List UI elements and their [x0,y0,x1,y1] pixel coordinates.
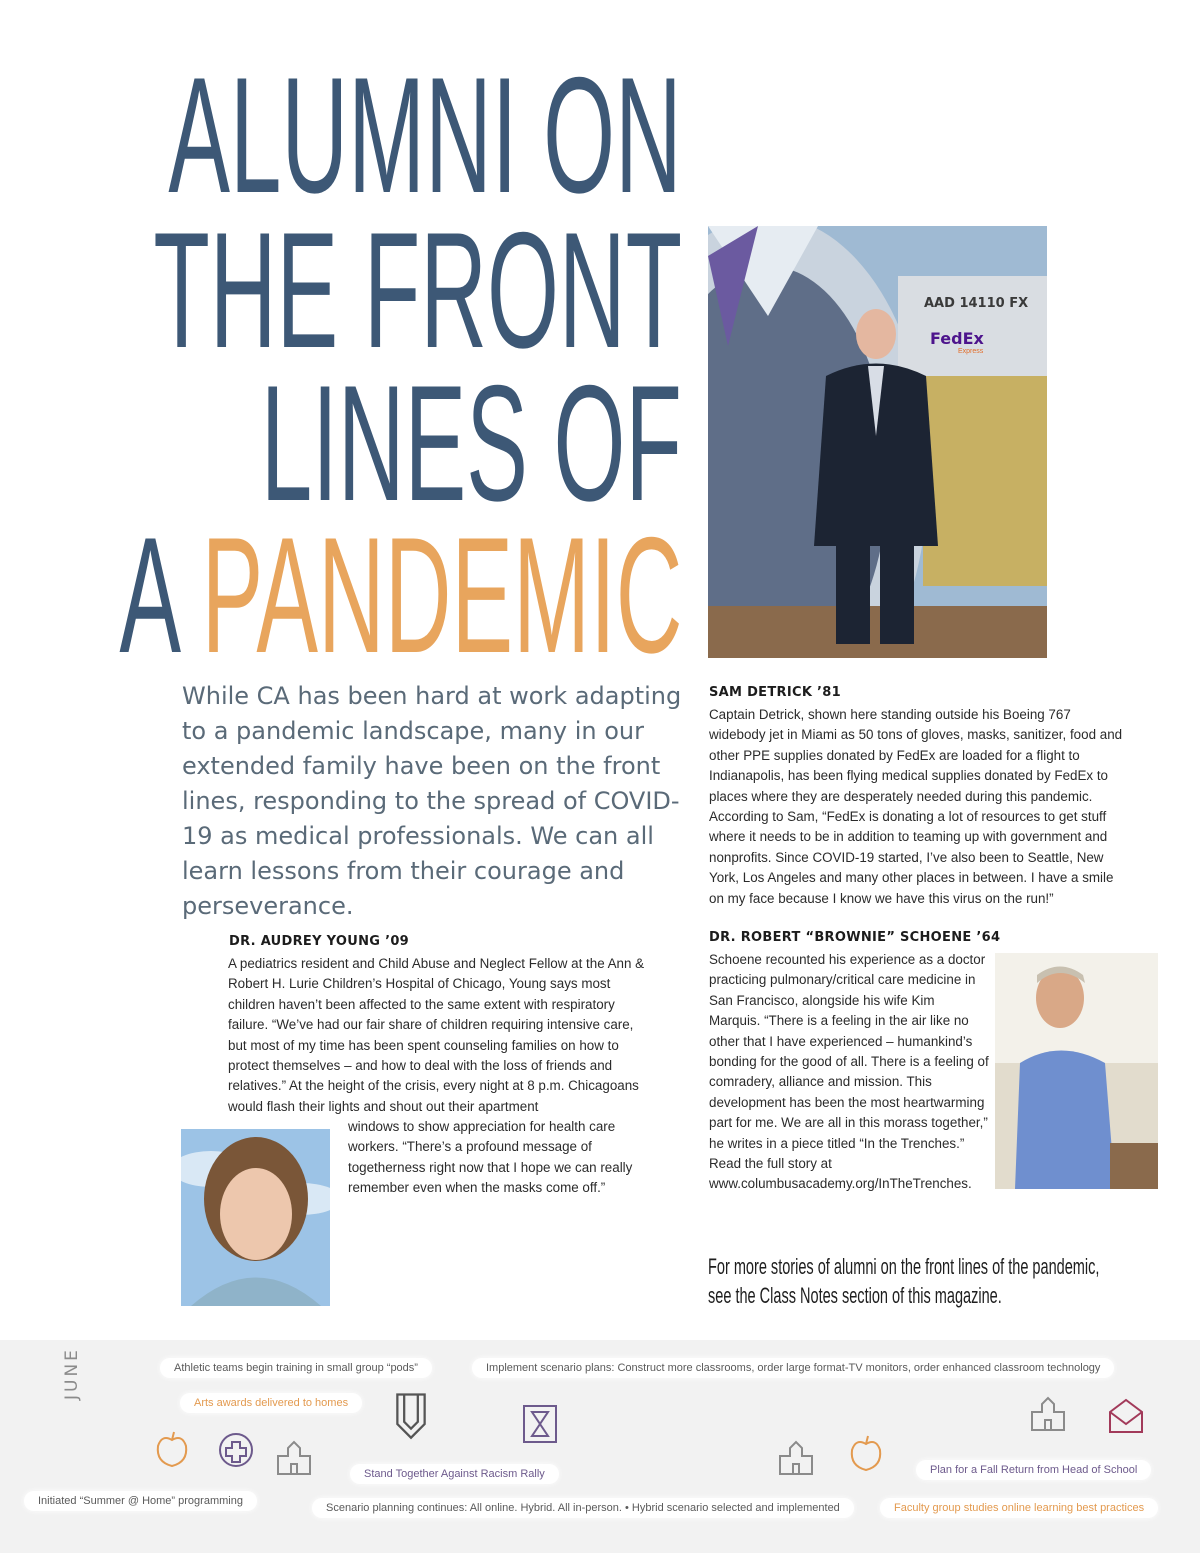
pilot-photo [708,226,1047,658]
intro-paragraph: While CA has been hard at work adapting to a pandemic landscape, many in our extended family have been on the front lines, responding to the spread of COVID-19 as medical professionals. We can all learn lessons from their courage and perseverance. [182,682,682,920]
timeline-item: Stand Together Against Racism Rally [350,1464,559,1484]
timeline-month: JUNE [62,1347,82,1400]
fedex-logo [930,329,984,348]
container-label: AAD 14110 FX [924,296,1029,311]
timeline-item: Athletic teams begin training in small group “pods” [160,1358,432,1378]
school-building-icon [272,1436,316,1480]
more-stories-note [708,1252,1099,1310]
fedex-logo-sub: Express [958,348,984,355]
timeline-item: Scenario planning continues: All online. Hybrid. All in-person. • Hybrid scenario selected and implemented [312,1498,854,1518]
schoene-photo-illustration [995,953,1158,1189]
young-text: A pediatrics resident and Child Abuse and Neglect Fellow at the Ann & Robert H. Lurie Children’s Hospital of Chicago, Young says most children haven’t been affected to the same extent with respiratory failure. “We’ve had our fair share of children requiring intensive care, but most of my time has been spent counseling families on how to protect themselves – and how to deal with the loss of friends and relatives.” At the height of the crisis, every night at 8 p.m. Chicagoans would flash their lights and shout out their apartment [228,956,645,1114]
timeline-item: Initiated “Summer @ Home” programming [24,1491,257,1511]
more-stories-line-1: For more stories of alumni on the front lines of the pandemic, [708,1254,1100,1279]
schoene-text: Schoene recounted his experience as a doctor practicing pulmonary/critical care medicine in San Francisco, alongside his wife Kim Marquis. “There is a feeling in the air like no other that I have experienced – humankind’s bonding for the good of all. There is a feeling of comradery, alliance and mission. This development has been the most heartwarming part for me. We are all in this morass together,” he writes in a piece titled “In the Trenches.” Read the full story at www.columbusacademy.org/InTheTrenches. [709,952,989,1192]
more-stories-line-2: see the Class Notes section of this magazine. [708,1283,1002,1308]
headline-line-4 [118,503,683,687]
timeline-item: Plan for a Fall Return from Head of School [916,1460,1151,1480]
schoene-name: DR. ROBERT “BROWNIE” SCHOENE ’64 [709,930,1001,945]
medical-cross-icon [214,1428,258,1472]
headline-prefix: A [118,503,176,687]
headline-line-2: THE FRONT [153,198,682,382]
fedex-logo-text: FedEx [930,329,984,348]
shield-icon [386,1390,436,1440]
envelope-icon [1104,1394,1148,1438]
young-text-continued: windows to show appreciation for health care workers. “There’s a profound message of togetherness right now that I hope we can really remember even when the masks come off.” [348,1119,633,1196]
school-building-icon [774,1436,818,1480]
pilot-photo-illustration [708,226,1047,658]
apple-icon [844,1432,888,1476]
school-building-icon [1026,1392,1070,1436]
headline-line-1: ALUMNI ON [168,43,682,227]
apple-icon [150,1428,194,1472]
young-photo [181,1129,330,1306]
young-photo-illustration [181,1129,330,1306]
timeline-item: Arts awards delivered to homes [180,1393,362,1413]
schoene-photo [995,953,1158,1189]
young-name: DR. AUDREY YOUNG ’09 [229,934,410,949]
hourglass-icon [518,1402,562,1446]
timeline-item: Implement scenario plans: Construct more classrooms, order large format-TV monitors, order enhanced classroom technology [472,1358,1114,1378]
headline-accent: PANDEMIC [201,503,683,687]
timeline-item: Faculty group studies online learning best practices [880,1498,1158,1518]
headline-line-3: LINES OF [260,351,682,535]
detrick-text: Captain Detrick, shown here standing outside his Boeing 767 widebody jet in Miami as 50 tons of gloves, masks, sanitizer, food and other PPE supplies donated by FedEx are loaded for a flight to Indianapolis, has been flying medical supplies donated by FedEx to places where they are desperately needed during this pandemic. According to Sam, “FedEx is donating a lot of resources to get stuff where it needs to be in addition to teaming up with government and nonprofits. Since COVID-19 started, I’ve also been to Seattle, New York, Los Angeles and many other places in between. I have a smile on my face because I know we have this virus on the run!” [709,707,1123,906]
detrick-name: SAM DETRICK ’81 [709,685,841,700]
